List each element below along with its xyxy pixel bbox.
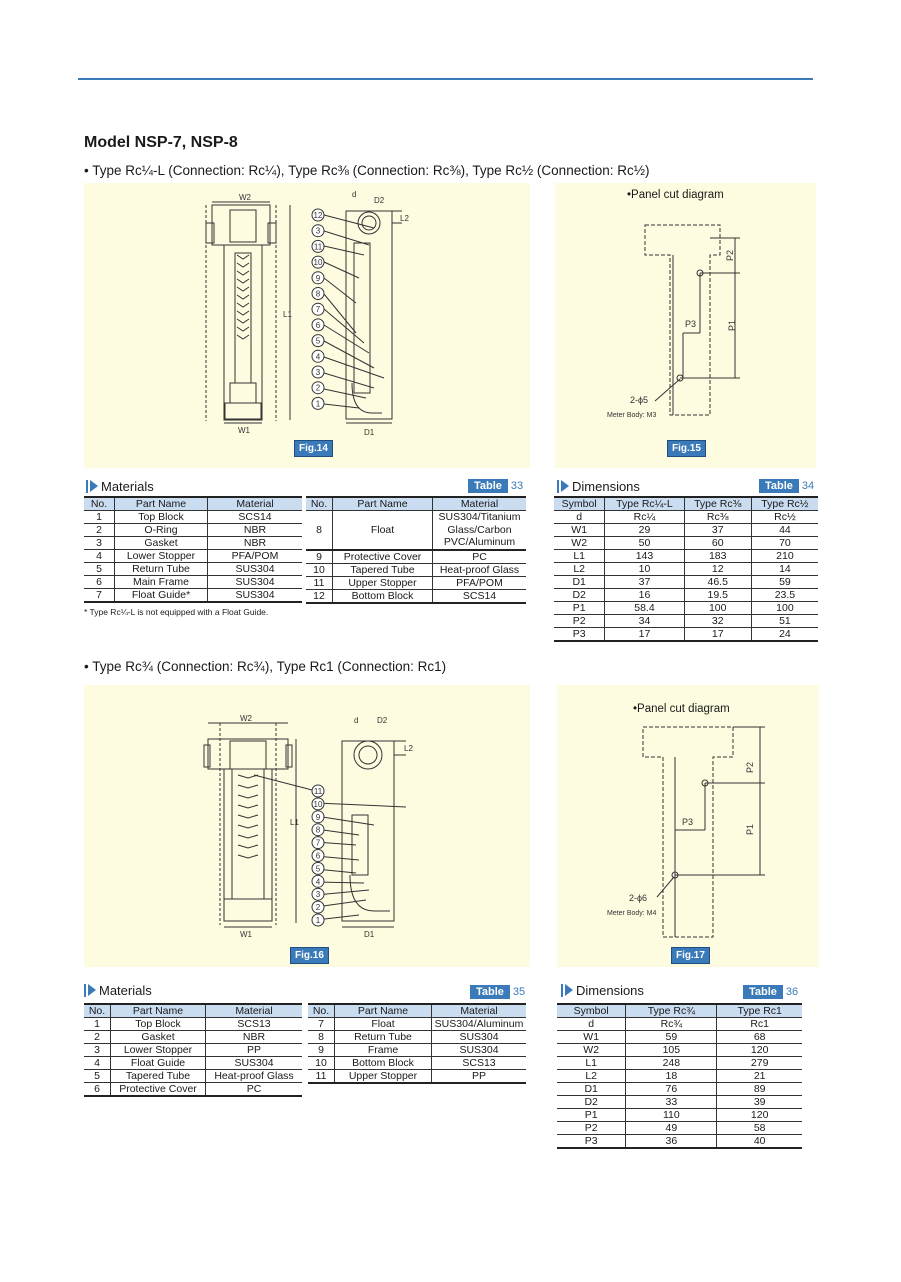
table-cell: Top Block: [115, 511, 208, 524]
table-row: [557, 1122, 802, 1135]
hole-label: 2-ϕ6: [629, 893, 648, 903]
table-row: [554, 524, 818, 537]
table-cell: 11: [306, 577, 333, 590]
table-cell: 5: [84, 563, 115, 576]
dim-d-label: d: [354, 716, 359, 725]
table-cell: 50: [605, 537, 684, 550]
table-row: [84, 550, 302, 563]
fig15-title: •Panel cut diagram: [627, 189, 724, 201]
table-cell: SCS14: [208, 511, 303, 524]
hole-label: 2-ϕ5: [630, 395, 649, 405]
materials1-heading: Materials: [86, 479, 154, 494]
table-cell: Rc1: [717, 1018, 802, 1031]
dim-l2-label: L2: [400, 214, 409, 223]
table-cell: Bottom Block: [335, 1057, 432, 1070]
table-row: [554, 537, 818, 550]
table-row: [84, 524, 302, 537]
table-cell: SUS304: [208, 576, 303, 589]
table-cell: SUS304: [208, 563, 303, 576]
materials2-right-table: No. Part Name Material 7 Float SUS304/Aluminum 8 Return Tube SUS304 9 Frame SUS304 10 Bottom Block SCS13 11 Upper Stopper PP: [308, 1003, 526, 1084]
table-cell: Upper Stopper: [333, 577, 433, 590]
column-header: Symbol: [557, 1004, 626, 1018]
table-row: [557, 1057, 802, 1070]
table-cell: Frame: [335, 1044, 432, 1057]
p1-label: P1: [727, 319, 737, 331]
fig16-label: Fig.16: [290, 947, 329, 964]
table-cell: 100: [751, 602, 818, 615]
callout-number: 8: [315, 289, 321, 299]
table-cell: 3: [84, 1044, 111, 1057]
dim-d2-label: D2: [374, 196, 385, 205]
p2-label: P2: [745, 761, 755, 773]
section-marker-icon: [84, 984, 96, 997]
table-row: [84, 1044, 302, 1057]
table-cell: 29: [605, 524, 684, 537]
section2-heading: • Type Rc¾ (Connection: Rc¾), Type Rc1 (Connection: Rc1): [84, 659, 447, 674]
table-cell: 120: [717, 1109, 802, 1122]
table-cell: 49: [626, 1122, 717, 1135]
table-cell: Tapered Tube: [111, 1070, 206, 1083]
table-cell: 21: [717, 1070, 802, 1083]
fig14-panel: [84, 183, 530, 468]
table-cell: 6: [84, 1083, 111, 1097]
table-cell: 1: [84, 511, 115, 524]
callout-number: 5: [315, 864, 321, 874]
table-cell: Rc½: [751, 511, 818, 524]
table-cell: 18: [626, 1070, 717, 1083]
table-row: [557, 1083, 802, 1096]
table-cell: 58: [717, 1122, 802, 1135]
materials2-left-table: No. Part Name Material 1 Top Block SCS13 2 Gasket NBR 3 Lower Stopper PP 4 Float Guide SUS304 5 Tapered Tube Heat-proof Glass 6 Protective Cover PC: [84, 1003, 302, 1097]
table-cell: SCS14: [433, 590, 527, 604]
table-cell: 100: [684, 602, 751, 615]
table-cell: PC: [206, 1083, 303, 1097]
table-cell: 19.5: [684, 589, 751, 602]
table-cell: P3: [557, 1135, 626, 1149]
callout-number: 5: [315, 336, 321, 346]
table-cell: 37: [605, 576, 684, 589]
table-cell: 23.5: [751, 589, 818, 602]
table-cell: 34: [605, 615, 684, 628]
table-cell: Protective Cover: [111, 1083, 206, 1097]
table-row: [84, 589, 302, 603]
table-cell: W2: [554, 537, 605, 550]
p2-label: P2: [725, 249, 735, 261]
table-cell: Lower Stopper: [111, 1044, 206, 1057]
table-row: [557, 1096, 802, 1109]
callout-number: 11: [313, 242, 323, 252]
table-cell: 120: [717, 1044, 802, 1057]
table-cell: Tapered Tube: [333, 564, 433, 577]
table-cell: 17: [684, 628, 751, 642]
table-cell: 59: [751, 576, 818, 589]
table-cell: 60: [684, 537, 751, 550]
table-cell: L1: [557, 1057, 626, 1070]
callout-number: 10: [313, 799, 323, 809]
table-cell: L1: [554, 550, 605, 563]
callout-number: 11: [313, 787, 323, 796]
table-cell: 39: [717, 1096, 802, 1109]
table-cell: d: [557, 1018, 626, 1031]
table-row: [554, 563, 818, 576]
fig17-label: Fig.17: [671, 947, 710, 964]
table-cell: 89: [717, 1083, 802, 1096]
callout-number: 7: [315, 305, 321, 315]
dim-w1-label: W1: [238, 426, 250, 435]
materials2-heading: Materials: [84, 983, 152, 998]
fig14-label: Fig.14: [294, 440, 333, 457]
table-cell: Bottom Block: [333, 590, 433, 604]
table-cell: P1: [554, 602, 605, 615]
table-cell: L2: [554, 563, 605, 576]
callout-number: 1: [315, 399, 321, 409]
dim-d1-label: D1: [364, 930, 375, 939]
dim-d2-label: D2: [377, 716, 388, 725]
table-cell: Float: [335, 1018, 432, 1031]
table-cell: 40: [717, 1135, 802, 1149]
table-cell: 11: [308, 1070, 335, 1084]
table-cell: PP: [206, 1044, 303, 1057]
table-cell: Gasket: [115, 537, 208, 550]
table-row: [308, 1031, 526, 1044]
table-cell: O-Ring: [115, 524, 208, 537]
fig16-panel: [84, 685, 530, 967]
table-row: [84, 576, 302, 589]
table-cell: 46.5: [684, 576, 751, 589]
callout-number: 12: [313, 211, 323, 220]
table-cell: 1: [84, 1018, 111, 1031]
table-row: [554, 576, 818, 589]
table-cell: Return Tube: [115, 563, 208, 576]
table-cell: SUS304: [208, 589, 303, 603]
materials1-note: * Type Rc¼-L is not equipped with a Float Guide.: [84, 607, 269, 617]
table-cell: NBR: [208, 524, 303, 537]
table-row: [554, 628, 818, 642]
table-cell: Return Tube: [335, 1031, 432, 1044]
table-cell: 32: [684, 615, 751, 628]
table-cell: 210: [751, 550, 818, 563]
dim-l2-label: L2: [404, 744, 413, 753]
table-cell: L2: [557, 1070, 626, 1083]
table-cell: Float Guide*: [115, 589, 208, 603]
table-row: [84, 1083, 302, 1097]
dim-w2-label: W2: [239, 193, 251, 202]
fig16-drawing: [84, 685, 530, 967]
table-cell: SUS304: [432, 1044, 527, 1057]
materials1-left-table: No. Part Name Material 1 Top Block SCS14 2 O-Ring NBR 3 Gasket NBR 4 Lower Stopper PFA/POM 5 Return Tube SUS304 6 Main Frame SUS304 7 Float Guide* SUS304: [84, 496, 302, 603]
table-row: [308, 1044, 526, 1057]
table-cell: 9: [308, 1044, 335, 1057]
table-row: [306, 564, 526, 577]
callout-number: 2: [315, 383, 321, 393]
section-marker-icon: [561, 984, 573, 997]
dim-d1-label: D1: [364, 428, 375, 437]
table-cell: SUS304: [206, 1057, 303, 1070]
table-cell: D1: [557, 1083, 626, 1096]
column-header: Type Rc¼-L: [605, 497, 684, 511]
table-cell: 143: [605, 550, 684, 563]
table-cell: 4: [84, 550, 115, 563]
dim-l1-label: L1: [290, 818, 299, 827]
table-row: [84, 1018, 302, 1031]
callout-number: 10: [313, 258, 323, 268]
table-cell: 2: [84, 1031, 111, 1044]
fig17-panel: [557, 685, 819, 967]
table-cell: Main Frame: [115, 576, 208, 589]
table36-tag: Table 36: [743, 985, 798, 999]
body-label: Meter Body: M4: [607, 910, 657, 917]
table-cell: 12: [306, 590, 333, 604]
table-cell: 68: [717, 1031, 802, 1044]
table-cell: P3: [554, 628, 605, 642]
table-row: [84, 1070, 302, 1083]
fig15-panel: [555, 183, 816, 468]
dimensions1-table: [554, 496, 818, 642]
table-row: [84, 1031, 302, 1044]
table-cell: Gasket: [111, 1031, 206, 1044]
table-cell: 10: [605, 563, 684, 576]
table-cell: 7: [84, 589, 115, 603]
table-cell: 51: [751, 615, 818, 628]
section-marker-icon: [86, 480, 98, 493]
fig17-title: •Panel cut diagram: [633, 703, 730, 715]
table-cell: 10: [308, 1057, 335, 1070]
table-cell: 4: [84, 1057, 111, 1070]
dimensions2-heading: Dimensions: [561, 983, 644, 998]
callout-number: 8: [315, 825, 321, 835]
table-row: [84, 563, 302, 576]
table-cell: SCS13: [432, 1057, 527, 1070]
table-row: [557, 1070, 802, 1083]
table-row: [306, 550, 526, 564]
callout-number: 9: [315, 273, 321, 283]
table-cell: d: [554, 511, 605, 524]
section1-heading: • Type Rc¼-L (Connection: Rc¼), Type Rc⅜ (Connection: Rc⅜), Type Rc½ (Connection: Rc½): [84, 163, 650, 178]
table-cell: PP: [432, 1070, 527, 1084]
table-cell: Rc⅜: [684, 511, 751, 524]
table-cell: NBR: [206, 1031, 303, 1044]
table-cell: PFA/POM: [433, 577, 527, 590]
p3-label: P3: [685, 319, 697, 329]
table-cell: 10: [306, 564, 333, 577]
fig15-drawing: [555, 183, 816, 468]
table-cell: 16: [605, 589, 684, 602]
table-cell: SCS13: [206, 1018, 303, 1031]
callout-number: 9: [315, 812, 321, 822]
table-cell: 36: [626, 1135, 717, 1149]
table-cell: 58.4: [605, 602, 684, 615]
table-cell: NBR: [208, 537, 303, 550]
callout-number: 3: [315, 226, 321, 236]
table-cell: 59: [626, 1031, 717, 1044]
table-cell: Rc¾: [626, 1018, 717, 1031]
callout-number: 3: [315, 890, 321, 900]
page-title: Model NSP-7, NSP-8: [84, 134, 238, 151]
table-cell: PFA/POM: [208, 550, 303, 563]
dim-l1-label: L1: [283, 310, 292, 319]
table-cell: 2: [84, 524, 115, 537]
table-cell: W1: [557, 1031, 626, 1044]
callout-number: 4: [315, 352, 321, 362]
table-cell: Rc¼: [605, 511, 684, 524]
callout-number: 3: [315, 368, 321, 377]
table-cell: 3: [84, 537, 115, 550]
table33-tag: Table 33: [468, 479, 523, 493]
table-row: [308, 1018, 526, 1031]
table-cell: P1: [557, 1109, 626, 1122]
table35-tag: Table 35: [470, 985, 525, 999]
table-cell: P2: [557, 1122, 626, 1135]
table-cell: SUS304/Aluminum: [432, 1018, 527, 1031]
table-row: [306, 577, 526, 590]
table-cell: 9: [306, 550, 333, 564]
table-cell: 5: [84, 1070, 111, 1083]
column-header: Type Rc¾: [626, 1004, 717, 1018]
table-row: [308, 1070, 526, 1084]
column-header: Symbol: [554, 497, 605, 511]
table-cell: 14: [751, 563, 818, 576]
table-cell: PC: [433, 550, 527, 564]
table-cell: 76: [626, 1083, 717, 1096]
table-row: [554, 511, 818, 524]
callout-number: 2: [315, 903, 321, 913]
table-cell: 248: [626, 1057, 717, 1070]
dimensions2-table: [557, 1003, 802, 1149]
table-cell: D1: [554, 576, 605, 589]
dim-w1-label: W1: [240, 930, 252, 939]
table-cell: 17: [605, 628, 684, 642]
table34-tag: Table 34: [759, 479, 814, 493]
table-row: [554, 589, 818, 602]
table-cell: Protective Cover: [333, 550, 433, 564]
body-label: Meter Body: M3: [607, 412, 657, 419]
fig17-drawing: [557, 685, 819, 967]
fig14-drawing: [84, 183, 530, 468]
table-cell: 279: [717, 1057, 802, 1070]
table-cell: 8: [308, 1031, 335, 1044]
table-row: [557, 1135, 802, 1149]
table-cell: Upper Stopper: [335, 1070, 432, 1084]
table-cell: 44: [751, 524, 818, 537]
table-row: [84, 537, 302, 550]
table-cell: 183: [684, 550, 751, 563]
table-cell: 6: [84, 576, 115, 589]
table-cell: Lower Stopper: [115, 550, 208, 563]
table-cell: 24: [751, 628, 818, 642]
table-row: [306, 590, 526, 604]
table-cell: Float Guide: [111, 1057, 206, 1070]
table-cell: 33: [626, 1096, 717, 1109]
table-cell: Top Block: [111, 1018, 206, 1031]
table-row: [557, 1044, 802, 1057]
table-row: [554, 615, 818, 628]
table-cell: W2: [557, 1044, 626, 1057]
table-cell: 37: [684, 524, 751, 537]
fig15-label: Fig.15: [667, 440, 706, 457]
table-row: [84, 1057, 302, 1070]
p3-label: P3: [682, 817, 694, 827]
table-row: [84, 511, 302, 524]
section-marker-icon: [557, 480, 569, 493]
table-row: [554, 550, 818, 563]
table-cell: 105: [626, 1044, 717, 1057]
table-row: [557, 1109, 802, 1122]
table-cell: W1: [554, 524, 605, 537]
table-cell: D2: [554, 589, 605, 602]
table-cell: D2: [557, 1096, 626, 1109]
table-row: [308, 1057, 526, 1070]
table-cell: P2: [554, 615, 605, 628]
dim-d-label: d: [352, 190, 357, 199]
table-cell: 110: [626, 1109, 717, 1122]
table-cell: 7: [308, 1018, 335, 1031]
dimensions1-heading: Dimensions: [557, 479, 640, 494]
column-header: Type Rc1: [717, 1004, 802, 1018]
p1-label: P1: [745, 823, 755, 835]
materials1-right-table: No. Part Name Material 8 Float SUS304/Titanium Glass/Carbon PVC/Aluminum 9 Protective Cover PC 10 Tapered Tube Heat-proof Glass 11 Upper Stopper PFA/POM 12 Bottom Block SCS14: [306, 496, 526, 604]
table-row: [557, 1018, 802, 1031]
dim-w2-label: W2: [240, 714, 252, 723]
table-cell: 12: [684, 563, 751, 576]
table-cell: Heat-proof Glass: [433, 564, 527, 577]
table-cell: 70: [751, 537, 818, 550]
column-header: Type Rc½: [751, 497, 818, 511]
table-cell: SUS304: [432, 1031, 527, 1044]
table-row: [557, 1031, 802, 1044]
table-cell: Heat-proof Glass: [206, 1070, 303, 1083]
table-row: [554, 602, 818, 615]
callout-number: 1: [315, 916, 321, 925]
header-rule: [78, 78, 813, 80]
callout-number: 6: [315, 851, 321, 861]
callout-number: 4: [315, 877, 321, 887]
callout-number: 6: [315, 320, 321, 330]
callout-number: 7: [315, 838, 321, 848]
column-header: Type Rc⅜: [684, 497, 751, 511]
table-row: 8 Float SUS304/Titanium Glass/Carbon PVC/Aluminum: [306, 511, 526, 551]
